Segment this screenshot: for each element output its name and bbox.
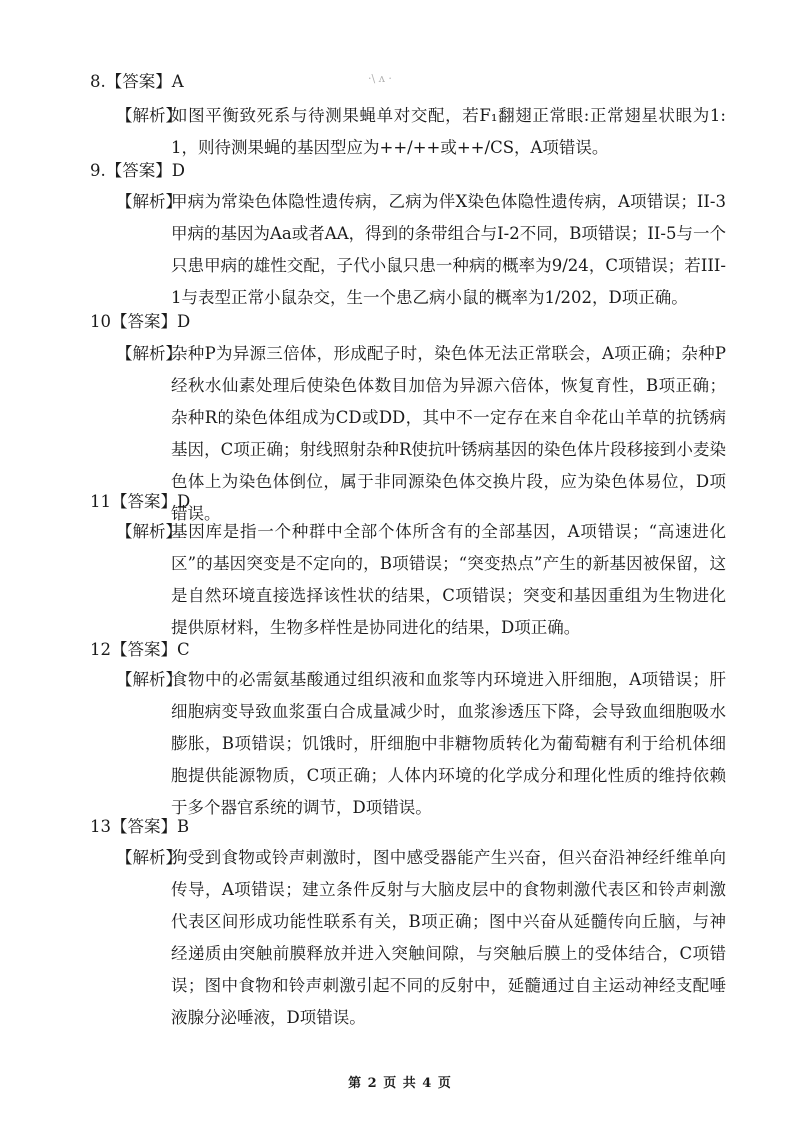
analysis-label: 【解析】 [116,344,182,363]
analysis-text: 食物中的必需氨基酸通过组织液和血浆等内环境进入肝细胞，A项错误；肝细胞病变导致血浆蛋白合成量减少时，血浆渗透压下降，会导致血细胞吸水膨胀，B项错误；饥饿时，肝细胞中非糖物质转化为葡萄糖有利于给机体细胞提供能源物质，C项正确；人体内环境的化学成分和理化性质的维持依赖于多个器官系统的调节，D项错误。 [171,670,726,817]
analysis-block [116,664,726,824]
analysis-text: 甲病为常染色体隐性遗传病，乙病为伴X染色体隐性遗传病，A项错误；II-3甲病的基因为Aa或者AA，得到的条带组合与I-2不同，B项错误；II-5与一个只患甲病的雄性交配，子代小鼠只患一种病的概率为9/24，C项错误；若III-1与表型正常小鼠杂交，生一个患乙病小鼠的概率为1/202，D项正确。 [171,192,726,307]
analysis-text: 狗受到食物或铃声刺激时，图中感受器能产生兴奋，但兴奋沿神经纤维单向传导，A项错误；建立条件反射与大脑皮层中的食物刺激代表区和铃声刺激代表区间形成功能性联系有关，B项正确；图中兴奋从延髓传向丘脑，与神经递质由突触前膜释放并进入突触间隙，与突触后膜上的受体结合，C项错误；图中食物和铃声刺激引起不同的反射中，延髓通过自主运动神经支配唾液腺分泌唾液，D项错误。 [171,848,726,1027]
analysis-label: 【解析】 [116,848,182,867]
analysis-block [116,842,726,1034]
page-number: 第 2 页 共 4 页 [348,1076,452,1091]
answer-line: 9.【答案】D [90,161,185,180]
analysis-text: 基因库是指一个种群中全部个体所含有的全部基因，A项错误；“高速进化区”的基因突变是不定向的，B项错误；“突变热点”产生的新基因被保留，这是自然环境直接选择该性状的结果，C项错误；突变和基因重组为生物进化提供原材料，生物多样性是协同进化的结果，D项正确。 [171,522,726,637]
analysis-block [116,516,726,644]
analysis-block [116,100,726,164]
analysis-block [116,338,726,530]
answer-line: 10【答案】D [90,312,191,331]
answer-line: 12【答案】C [90,640,190,659]
answer-line: 13【答案】B [90,817,190,836]
answer-line: 8.【答案】A [90,72,184,91]
analysis-block [116,186,726,314]
analysis-text: 杂种P为异源三倍体，形成配子时，染色体无法正常联会，A项正确；杂种P经秋水仙素处理后使染色体数目加倍为异源六倍体，恢复育性，B项正确；杂种R的染色体组成为CD或DD，其中不一定存在来自伞花山羊草的抗锈病基因，C项正确；射线照射杂种R使抗叶锈病基因的染色体片段移接到小麦染色体上为染色体倒位，属于非同源染色体交换片段，应为染色体易位，D项错误。 [171,344,726,523]
analysis-label: 【解析】 [116,192,182,211]
analysis-text: 如图平衡致死系与待测果蝇单对交配，若F₁翻翅正常眼:正常翅星状眼为1:1，则待测果蝇的基因型应为++/++或++/CS，A项错误。 [171,106,726,157]
analysis-label: 【解析】 [116,106,182,125]
analysis-label: 【解析】 [116,670,182,689]
analysis-label: 【解析】 [116,522,182,541]
answer-line: 11【答案】D [90,492,191,511]
scan-artifact: ·\ ʌ · [368,72,392,85]
